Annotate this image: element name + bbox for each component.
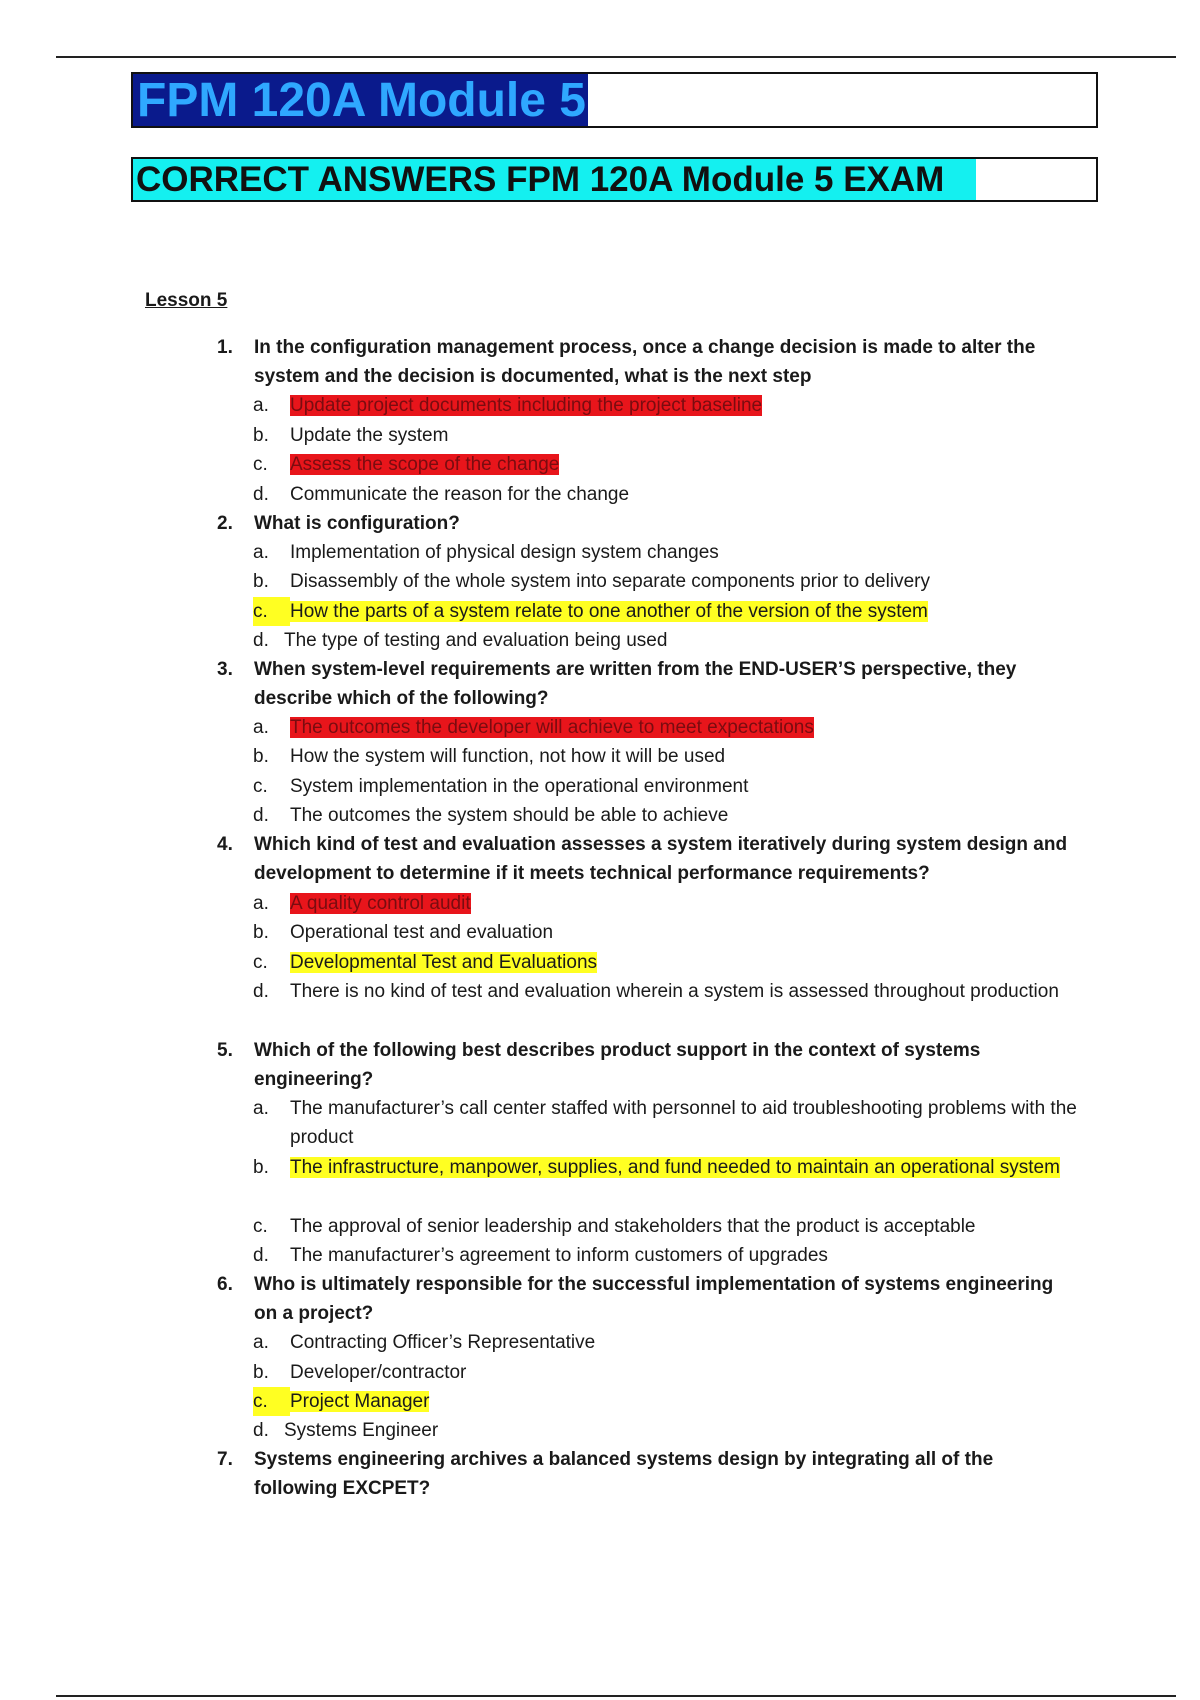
option-4a: a. A quality control audit: [253, 893, 471, 914]
answer-text: System implementation in the operational environment: [290, 776, 749, 797]
page-title: FPM 120A Module 5: [137, 74, 586, 127]
answer-text: Operational test and evaluation: [290, 922, 554, 943]
option-4b: b. Operational test and evaluation: [253, 918, 1083, 947]
question-number: 2.: [217, 513, 233, 534]
option-6d: d. Systems Engineer: [253, 1416, 1083, 1445]
answer-text: Project Manager: [290, 1391, 430, 1412]
question-6: [217, 1270, 1077, 1328]
question-1: [217, 333, 1077, 391]
lesson-heading: Lesson 5: [145, 290, 228, 311]
question-2: [217, 509, 1077, 538]
question-text: Which kind of test and evaluation assesses a system iteratively during system design and development to determine if it meets technical performance requirements?: [254, 834, 1068, 884]
question-5: [217, 1036, 1077, 1094]
subtitle-box: [131, 157, 1098, 202]
option-5c: c. The approval of senior leadership and stakeholders that the product is acceptable: [253, 1212, 1083, 1241]
option-6a: a. Contracting Officer’s Representative: [253, 1328, 1083, 1357]
answer-text: Contracting Officer’s Representative: [290, 1332, 596, 1353]
answer-text: Systems Engineer: [284, 1420, 439, 1441]
top-rule: [56, 56, 1176, 58]
question-number: 7.: [217, 1449, 233, 1470]
bottom-rule: [56, 1695, 1176, 1697]
question-number: 4.: [217, 834, 233, 855]
question-text: When system-level requirements are written from the END-USER’S perspective, they describe which of the following?: [254, 659, 1017, 709]
option-3d: d. The outcomes the system should be able to achieve: [253, 801, 1083, 830]
answer-text: Update project documents including the project baseline: [290, 395, 763, 416]
answer-text: Developer/contractor: [290, 1362, 467, 1383]
question-text: Systems engineering archives a balanced systems design by integrating all of the following EXCPET?: [254, 1449, 994, 1499]
answer-text: Developmental Test and Evaluations: [290, 952, 598, 973]
answer-text: The approval of senior leadership and stakeholders that the product is acceptable: [290, 1216, 976, 1237]
title-box: [131, 72, 1098, 128]
page-subtitle: CORRECT ANSWERS FPM 120A Module 5 EXAM: [136, 160, 945, 199]
option-1a: a. Update project documents including the project baseline: [253, 395, 763, 416]
option-4d: d. There is no kind of test and evaluation wherein a system is assessed throughout production: [253, 977, 1083, 1006]
question-number: 1.: [217, 337, 233, 358]
answer-text: The manufacturer’s agreement to inform customers of upgrades: [290, 1245, 828, 1266]
question-4: [217, 830, 1077, 888]
question-number: 5.: [217, 1040, 233, 1061]
answer-text: The infrastructure, manpower, supplies, and fund needed to maintain an operational system: [290, 1157, 1060, 1178]
question-text: Which of the following best describes product support in the context of systems engineering?: [254, 1040, 981, 1090]
option-5b: b. The infrastructure, manpower, supplies, and fund needed to maintain an operational system: [253, 1157, 1060, 1178]
option-6c: c. Project Manager: [253, 1387, 1083, 1416]
answer-text: Update the system: [290, 425, 449, 446]
question-7: [217, 1445, 1077, 1503]
option-3a: a. The outcomes the developer will achieve to meet expectations: [253, 717, 814, 738]
option-1c: c. Assess the scope of the change: [253, 454, 560, 475]
option-3b: b. How the system will function, not how it will be used: [253, 742, 1083, 771]
option-1d: d. Communicate the reason for the change: [253, 480, 1083, 509]
question-number: 6.: [217, 1274, 233, 1295]
answer-text: The outcomes the system should be able to achieve: [290, 805, 729, 826]
option-3c: c. System implementation in the operational environment: [253, 772, 1083, 801]
answer-text: The manufacturer’s call center staffed with personnel to aid troubleshooting problems with the product: [290, 1098, 1077, 1148]
question-text: Who is ultimately responsible for the successful implementation of systems engineering on a project?: [254, 1274, 1054, 1324]
answer-text: Communicate the reason for the change: [290, 484, 630, 505]
answer-text: Disassembly of the whole system into separate components prior to delivery: [290, 571, 930, 592]
option-2d: d. The type of testing and evaluation being used: [253, 626, 1083, 655]
option-4c: c. Developmental Test and Evaluations: [253, 952, 598, 973]
option-2c: c. How the parts of a system relate to one another of the version of the system: [253, 597, 1083, 626]
answer-text: The type of testing and evaluation being used: [284, 630, 668, 651]
question-3: [217, 655, 1077, 713]
question-text: What is configuration?: [254, 513, 460, 534]
option-2a: a. Implementation of physical design system changes: [253, 538, 1083, 567]
answer-text: How the system will function, not how it will be used: [290, 746, 726, 767]
answer-text: A quality control audit: [290, 893, 471, 914]
answer-text: The outcomes the developer will achieve to meet expectations: [290, 717, 814, 738]
option-1b: b. Update the system: [253, 421, 1083, 450]
answer-text: There is no kind of test and evaluation wherein a system is assessed throughout production: [290, 981, 1059, 1002]
option-5d: d. The manufacturer’s agreement to inform customers of upgrades: [253, 1241, 1083, 1270]
answer-text: Assess the scope of the change: [290, 454, 560, 475]
answer-text: Implementation of physical design system changes: [290, 542, 719, 563]
option-6b: b. Developer/contractor: [253, 1358, 1083, 1387]
answer-text: How the parts of a system relate to one another of the version of the system: [290, 601, 928, 622]
question-number: 3.: [217, 659, 233, 680]
option-2b: b. Disassembly of the whole system into separate components prior to delivery: [253, 567, 1083, 596]
option-5a: a. The manufacturer’s call center staffed with personnel to aid troubleshooting problems with the product: [253, 1094, 1083, 1152]
question-text: In the configuration management process, once a change decision is made to alter the system and the decision is documented, what is the next step: [254, 337, 1036, 387]
